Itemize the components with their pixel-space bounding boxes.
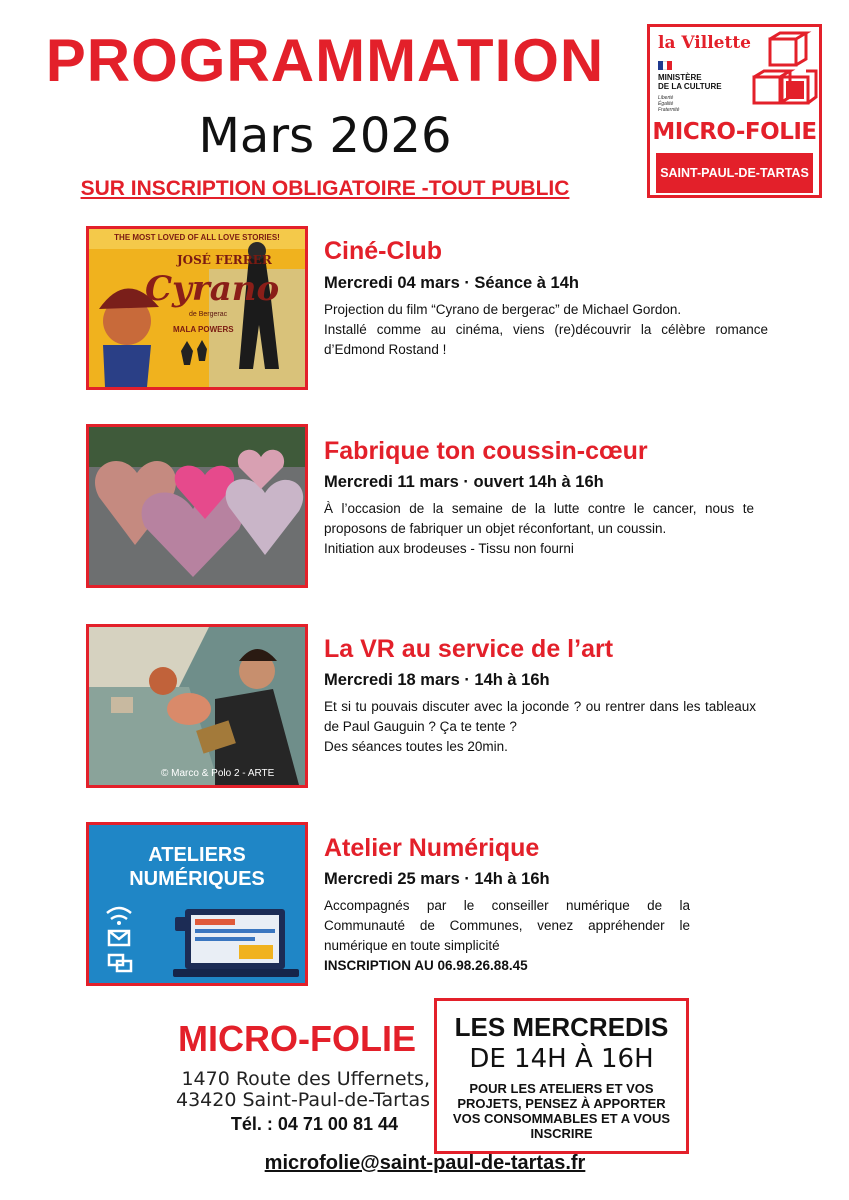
email-link[interactable]: microfolie@saint-paul-de-tartas.fr <box>264 1152 586 1174</box>
event-description: Projection du film “Cyrano de bergerac” de Michael Gordon. Installé comme au cinéma, viens (re)découvrir la célèbre romance d’Edmond Rostand ! <box>324 302 768 357</box>
digital-workshop-banner <box>86 822 308 986</box>
phone-number: Tél. : 04 71 00 81 44 <box>230 1114 398 1134</box>
event-date: Mercredi 04 mars · Séance à 14h <box>324 274 579 292</box>
poster-film-subtitle: de Bergerac <box>189 311 228 318</box>
heart-cushions-photo <box>86 424 308 588</box>
event-title: La VR au service de l’art <box>324 635 614 663</box>
event-date: Mercredi 11 mars · ouvert 14h à 16h <box>324 473 604 491</box>
image-credit: © Marco & Polo 2 - ARTE <box>161 768 275 779</box>
event-description: À l’occasion de la semaine de la lutte contre le cancer, nous te proposons de fabriquer un objet réconfortant, un coussin. Initiation aux brodeuses - Tissu non fourni <box>324 501 754 556</box>
page-title: PROGRAMMATION <box>45 27 605 94</box>
la-villette-logo-text: la Villette <box>658 33 751 53</box>
event-description: Accompagnés par le conseiller numérique de la Communauté de Communes, venez appréhender le numérique en toute simplicité INSCRIPTION AU 06.98.26.88.45 <box>324 896 690 976</box>
poster-film-title: Cyrano <box>145 269 280 309</box>
address: 1470 Route des Uffernets, 43420 Saint-Paul-de-Tartas <box>175 1068 430 1111</box>
hours-note: POUR LES ATELIERS ET VOS PROJETS, PENSEZ À APPORTER VOS CONSOMMABLES ET A VOUS INSCRIRE <box>452 1081 671 1141</box>
footer-name: MICRO-FOLIE <box>178 1018 416 1059</box>
page-subtitle: Mars 2026 <box>198 108 452 164</box>
poster-costar: MALA POWERS <box>173 325 234 334</box>
event-title: Atelier Numérique <box>324 834 540 862</box>
ministry-label: MINISTÈRE DE LA CULTURE <box>658 73 722 91</box>
poster-tagline: THE MOST LOVED OF ALL LOVE STORIES! <box>114 233 280 242</box>
vr-game-screenshot <box>86 624 308 788</box>
registration-notice: SUR INSCRIPTION OBLIGATOIRE -TOUT PUBLIC <box>80 177 570 200</box>
event-title: Ciné-Club <box>324 237 443 265</box>
banner-title: ATELIERS NUMÉRIQUES <box>129 844 265 890</box>
event-title: Fabrique ton coussin-cœur <box>324 437 648 465</box>
logo-town-badge: SAINT-PAUL-DE-TARTAS <box>656 153 813 193</box>
registration-phone: INSCRIPTION AU 06.98.26.88.45 <box>324 958 528 973</box>
cyrano-poster-image <box>86 226 308 390</box>
cubes-icon <box>746 31 818 117</box>
event-date: Mercredi 18 mars · 14h à 16h <box>324 671 550 689</box>
event-description: Et si tu pouvais discuter avec la joconde ? ou rentrer dans les tableaux de Paul Gauguin ? Ça te tente ? Des séances toutes les 20min. <box>324 699 756 754</box>
hours-title: LES MERCREDIS <box>454 1012 669 1042</box>
french-flag-icon <box>658 61 672 70</box>
logo-name: MICRO-FOLIE <box>652 119 817 145</box>
poster-actor: JOSÉ FERRER <box>177 253 272 267</box>
republic-motto: Liberté Égalité Fraternité <box>658 95 680 113</box>
event-date: Mercredi 25 mars · 14h à 16h <box>324 870 550 888</box>
micro-folie-logo <box>647 24 822 198</box>
hours-range: DE 14H À 16H <box>469 1044 654 1074</box>
opening-hours-box <box>434 998 689 1154</box>
